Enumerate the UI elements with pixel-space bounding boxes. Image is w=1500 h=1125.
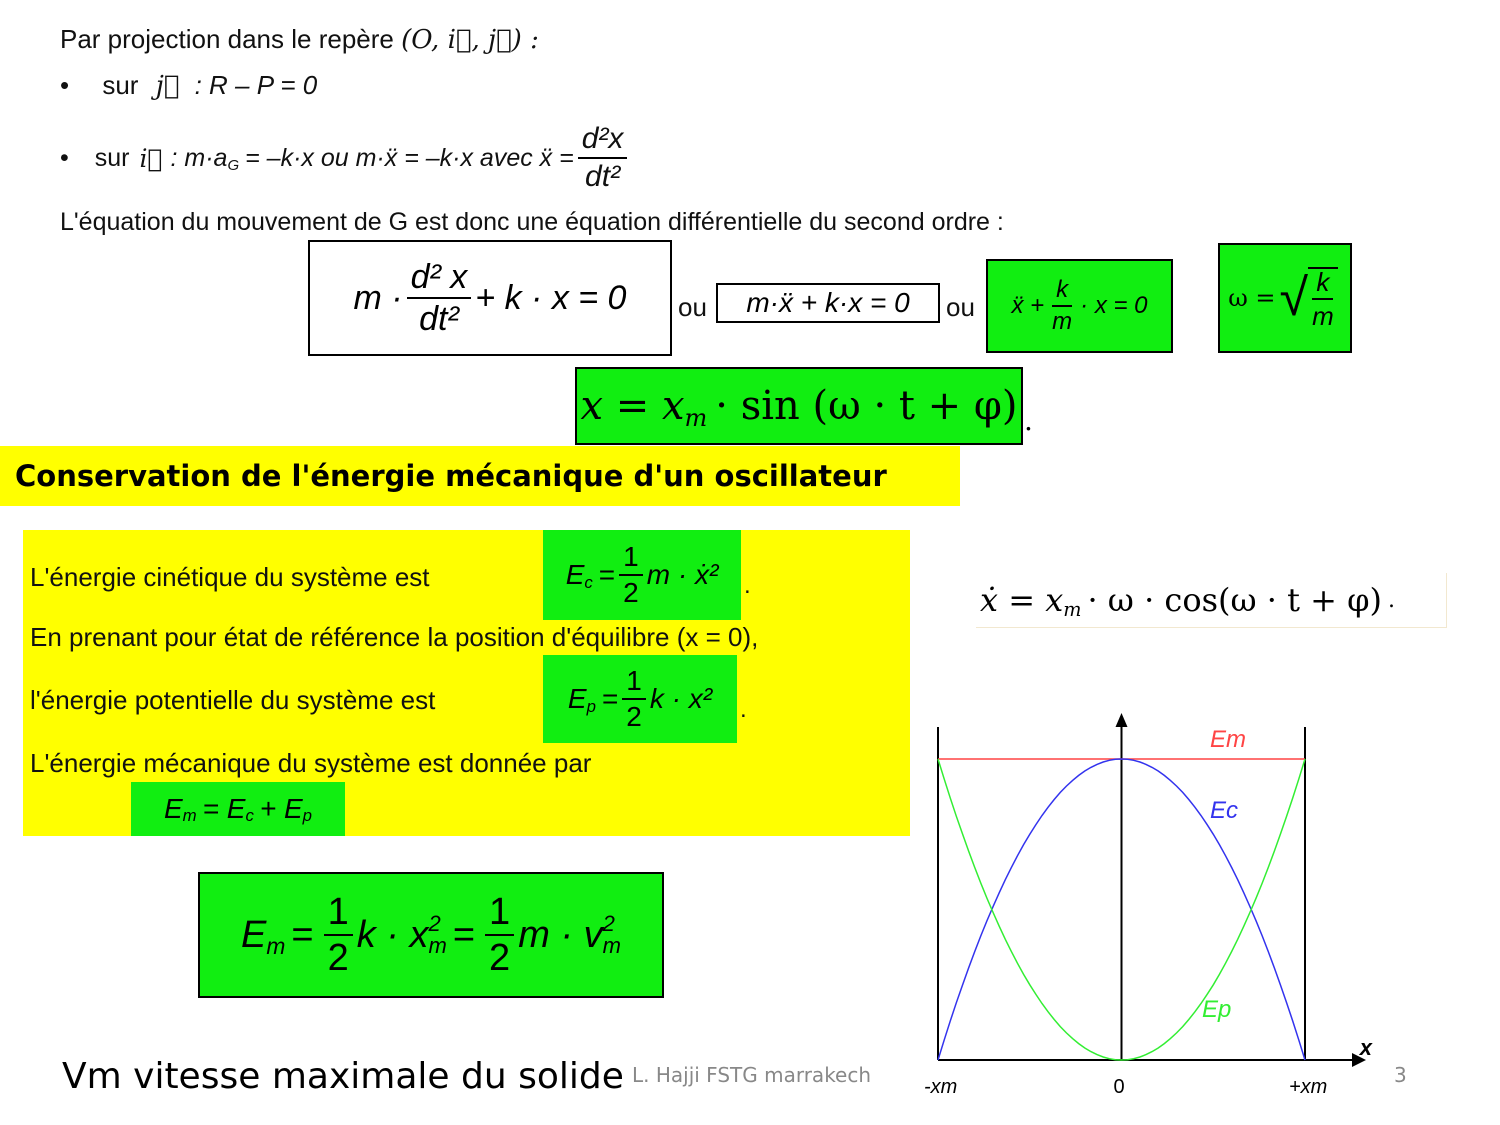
solution-sub: m — [684, 404, 708, 432]
ep-fraction — [622, 667, 646, 731]
x-tick-label: 0 — [1113, 1076, 1125, 1098]
dt2-den: dt² — [585, 160, 621, 193]
ep-right: k · x² — [649, 683, 713, 714]
ec-e: E — [565, 559, 585, 590]
eq1-fraction — [407, 260, 472, 336]
page-number: 3 — [1394, 1063, 1407, 1087]
vector-i: i⃗ — [139, 143, 163, 173]
intro-line — [60, 24, 539, 55]
velocity-equation — [976, 573, 1447, 628]
bullet-j-equation: : R – P = 0 — [194, 70, 318, 100]
eq1-num: d² x — [407, 260, 472, 299]
omega-box — [1218, 243, 1352, 353]
omega-den: m — [1312, 301, 1334, 331]
bullet-i-subscript: G — [227, 156, 240, 174]
section-title-bar — [0, 446, 960, 506]
emf-num1: 1 — [324, 893, 353, 936]
em-mid: = E — [202, 793, 246, 824]
author: L. Hajji FSTG marrakech — [632, 1063, 872, 1087]
velocity-dot: . — [1388, 587, 1396, 613]
series-em-label: Em — [1210, 726, 1246, 753]
eq3-fraction — [1048, 278, 1076, 334]
emf-k: k · x — [356, 913, 429, 956]
vm-note: Vm vitesse maximale du solide — [62, 1056, 624, 1097]
ep-sub: p — [586, 697, 596, 716]
d2x-num: d²x — [578, 124, 628, 159]
omega-num: k — [1312, 269, 1333, 300]
mechanical-equation — [131, 782, 345, 836]
emf-e: E — [241, 913, 267, 956]
solution-dot: . — [1024, 404, 1033, 437]
solution-box — [575, 367, 1023, 445]
potential-dot: . — [740, 696, 747, 723]
em-c-sub: c — [245, 806, 254, 825]
velocity-sub: m — [1063, 597, 1082, 621]
frame-notation: (O, i⃗, j⃗) : — [401, 25, 539, 55]
vector-j: j⃗ — [155, 71, 180, 101]
eq3-box — [986, 259, 1173, 353]
emf-frac2 — [485, 893, 514, 977]
em-e: E — [163, 793, 183, 824]
ec-num: 1 — [619, 543, 643, 576]
x-tick-label: -xm — [924, 1076, 958, 1098]
ep-num: 1 — [622, 667, 646, 700]
bullet-i — [60, 124, 631, 192]
kinetic-text: L'énergie cinétique du système est — [30, 562, 430, 592]
emf-m-script — [603, 913, 621, 957]
equation-sentence: L'équation du mouvement de G est donc une équation différentielle du second ordre : — [60, 208, 1004, 236]
em-p-sub: p — [302, 806, 313, 825]
eq3-den: m — [1052, 308, 1073, 335]
emf-den2: 2 — [489, 937, 511, 979]
ec-sub: c — [584, 573, 593, 592]
bullet-icon: • — [60, 143, 69, 172]
bullet-i-label: sur — [94, 143, 130, 172]
solution-rest: · sin (ω · t + φ) — [715, 383, 1018, 429]
emf-m-sup: 2 — [602, 911, 615, 936]
eq1-m: m · — [353, 278, 403, 317]
mechanical-text: L'énergie mécanique du système est donnée par — [30, 748, 592, 778]
em-plus: + E — [259, 793, 303, 824]
eq2-box: m·ẍ + k·x = 0 — [716, 283, 940, 323]
ec-fraction — [619, 543, 643, 607]
bullet-j-label: sur — [102, 70, 139, 100]
chart-layer — [924, 713, 1373, 1098]
emf-num2: 1 — [485, 893, 514, 936]
eq3-left: ẍ + — [1011, 292, 1045, 319]
eq3-num: k — [1052, 278, 1072, 307]
eq1-den: dt² — [419, 300, 459, 338]
bullet-j — [60, 70, 317, 101]
eq3-right: · x = 0 — [1080, 292, 1148, 319]
emf-frac1 — [324, 893, 353, 977]
ec-den: 2 — [623, 577, 639, 608]
emf-k-script — [429, 913, 447, 957]
series-ec-label: Ec — [1210, 797, 1239, 824]
potential-equation — [543, 655, 737, 743]
d2x-dt2-fraction — [578, 124, 628, 192]
solution-left: x = x — [580, 383, 685, 429]
eq1-rest: + k · x = 0 — [475, 278, 627, 317]
energy-chart — [920, 705, 1380, 1100]
y-axis-arrow — [1116, 713, 1128, 727]
section-title: Conservation de l'énergie mécanique d'un oscillateur — [15, 459, 887, 493]
kinetic-dot: . — [744, 572, 751, 599]
omega-left: ω = — [1228, 284, 1276, 312]
ep-den: 2 — [626, 701, 642, 732]
emf-k-sup: 2 — [428, 911, 441, 936]
emf-sub: m — [266, 932, 286, 959]
ec-equals: = — [598, 559, 616, 590]
velocity-left: ẋ = x — [980, 581, 1064, 619]
reference-text: En prenant pour état de référence la position d'équilibre (x = 0), — [30, 622, 759, 652]
ou-1: ou — [678, 292, 707, 322]
ou-2: ou — [946, 292, 975, 322]
bullet-i-eq-a: : m·a — [170, 143, 228, 172]
diff-equation-box — [308, 240, 672, 356]
em-formula-box — [198, 872, 664, 998]
emf-eq2: = — [452, 913, 476, 956]
ec-right: m · ẋ² — [646, 559, 719, 590]
emf-eq1: = — [291, 913, 314, 956]
series-ep-label: Ep — [1202, 996, 1232, 1023]
emf-m-sub: m — [602, 933, 621, 958]
ep-equals: = — [601, 683, 619, 714]
sqrt-icon: √ — [1279, 269, 1309, 327]
em-sub: m — [182, 806, 197, 825]
projection-text: Par projection dans le repère — [60, 24, 394, 54]
bullet-i-eq-b: = –k·x ou m·ẍ = –k·x avec ẍ = — [245, 143, 574, 172]
ep-e: E — [567, 683, 587, 714]
kinetic-equation — [543, 530, 741, 620]
velocity-rest: · ω · cos(ω · t + φ) — [1087, 581, 1383, 619]
x-tick-label: +xm — [1289, 1076, 1328, 1098]
x-axis-label: x — [1359, 1035, 1372, 1060]
emf-den1: 2 — [327, 937, 349, 979]
emf-m: m · v — [518, 913, 603, 956]
bullet-icon: • — [60, 70, 70, 100]
omega-fraction — [1308, 267, 1338, 329]
potential-text: l'énergie potentielle du système est — [30, 685, 436, 715]
emf-k-sub: m — [428, 933, 447, 958]
